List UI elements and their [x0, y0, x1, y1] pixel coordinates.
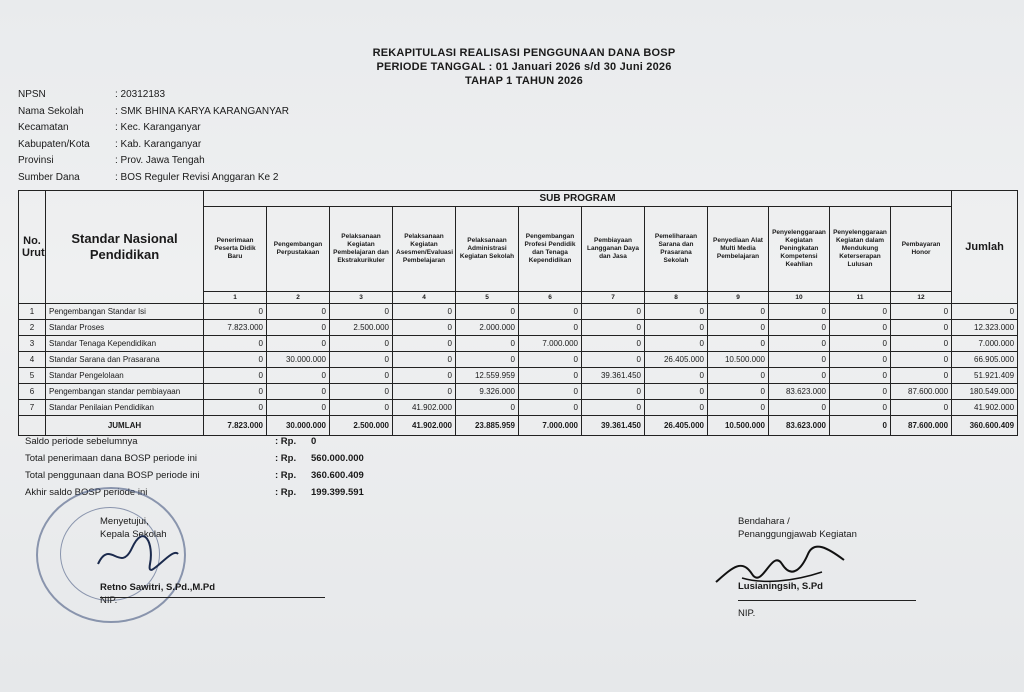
cell-value: 0 — [393, 352, 456, 368]
sub-program-column-header: Pelaksanaan Administrasi Kegiatan Sekolah — [456, 207, 519, 292]
cell-value: 0 — [582, 352, 645, 368]
cell-value: 0 — [330, 304, 393, 320]
total-value: 83.623.000 — [769, 416, 830, 436]
cell-value: 0 — [330, 384, 393, 400]
table-row — [19, 336, 1018, 352]
cell-value: 0 — [645, 304, 708, 320]
sub-program-column-header: Pelaksanaan Kegiatan Pembelajaran dan Ekstrakurikuler — [330, 207, 393, 292]
document-title: REKAPITULASI REALISASI PENGGUNAAN DANA BOSP — [372, 47, 676, 59]
total-value: 41.902.000 — [393, 416, 456, 436]
cell-value: 0 — [769, 304, 830, 320]
recap-table — [18, 190, 1018, 436]
cell-value: 0 — [891, 336, 952, 352]
info-value: : SMK BHINA KARYA KARANGANYAR — [115, 105, 289, 117]
cell-value: 39.361.450 — [582, 368, 645, 384]
cell-value: 0 — [393, 336, 456, 352]
principal-signature-line — [100, 597, 325, 598]
summary-value: 0 — [311, 436, 317, 447]
document-stage: TAHAP 1 TAHUN 2026 — [465, 75, 583, 87]
principal-title: Kepala Sekolah — [100, 529, 167, 540]
cell-value: 0 — [393, 304, 456, 320]
info-row — [18, 89, 289, 106]
cell-value: 0 — [769, 368, 830, 384]
cell-value: 0 — [708, 336, 769, 352]
info-label: Provinsi — [18, 155, 54, 166]
summary-currency: : Rp. — [275, 487, 297, 498]
total-value: 10.500.000 — [708, 416, 769, 436]
row-number: 5 — [19, 368, 46, 384]
sub-program-column-header: Pengembangan Profesi Pendidik dan Tenaga Kependidikan — [519, 207, 582, 292]
sub-program-column-header: Pengembangan Perpustakaan — [267, 207, 330, 292]
row-total: 7.000.000 — [952, 336, 1018, 352]
row-standard-name: Pengembangan Standar Isi — [46, 304, 204, 320]
column-number: 2 — [267, 292, 330, 304]
cell-value: 0 — [204, 304, 267, 320]
info-label: Kecamatan — [18, 122, 69, 133]
cell-value: 0 — [330, 400, 393, 416]
row-standard-name: Standar Tenaga Kependidikan — [46, 336, 204, 352]
cell-value: 0 — [267, 384, 330, 400]
cell-value: 0 — [267, 304, 330, 320]
cell-value: 0 — [582, 304, 645, 320]
table-row — [19, 320, 1018, 336]
sub-program-column-header: Pembiayaan Langganan Daya dan Jasa — [582, 207, 645, 292]
cell-value: 0 — [519, 320, 582, 336]
summary-label: Total penggunaan dana BOSP periode ini — [25, 470, 200, 481]
info-row — [18, 155, 289, 172]
summary-label: Total penerimaan dana BOSP periode ini — [25, 453, 197, 464]
total-value: 2.500.000 — [330, 416, 393, 436]
cell-value: 0 — [769, 352, 830, 368]
cell-value: 0 — [830, 304, 891, 320]
cell-value: 0 — [891, 400, 952, 416]
cell-value: 0 — [204, 336, 267, 352]
table-row — [19, 304, 1018, 320]
row-total: 12.323.000 — [952, 320, 1018, 336]
row-number: 2 — [19, 320, 46, 336]
cell-value: 0 — [330, 336, 393, 352]
cell-value: 0 — [582, 336, 645, 352]
total-value: 7.000.000 — [519, 416, 582, 436]
row-standard-name: Standar Proses — [46, 320, 204, 336]
cell-value: 87.600.000 — [891, 384, 952, 400]
sub-program-column-header: Penyelenggaraan Kegiatan dalam Mendukung Keterserapan Lulusan — [830, 207, 891, 292]
info-value: : BOS Reguler Revisi Anggaran Ke 2 — [115, 171, 279, 183]
column-number: 5 — [456, 292, 519, 304]
info-label: Nama Sekolah — [18, 105, 84, 117]
summary-row — [25, 436, 364, 453]
info-row — [18, 172, 289, 189]
info-value: : Prov. Jawa Tengah — [115, 155, 205, 166]
row-total: 0 — [952, 304, 1018, 320]
row-standard-name: Pengembangan standar pembiayaan — [46, 384, 204, 400]
no-urut-header: No. Urut — [19, 191, 46, 304]
cell-value: 0 — [204, 400, 267, 416]
cell-value: 0 — [519, 368, 582, 384]
approval-label: Menyetujui, — [100, 516, 149, 527]
table-row — [19, 384, 1018, 400]
cell-value: 0 — [267, 336, 330, 352]
column-number: 11 — [830, 292, 891, 304]
cell-value: 0 — [830, 384, 891, 400]
row-standard-name: Standar Pengelolaan — [46, 368, 204, 384]
cell-value: 26.405.000 — [645, 352, 708, 368]
column-number: 1 — [204, 292, 267, 304]
total-value: 30.000.000 — [267, 416, 330, 436]
row-total: 180.549.000 — [952, 384, 1018, 400]
row-standard-name: Standar Penilaian Pendidikan — [46, 400, 204, 416]
table-row — [19, 368, 1018, 384]
principal-signature-icon — [92, 534, 182, 576]
row-number: 3 — [19, 336, 46, 352]
column-number: 7 — [582, 292, 645, 304]
cell-value: 30.000.000 — [267, 352, 330, 368]
column-number: 6 — [519, 292, 582, 304]
cell-value: 0 — [456, 352, 519, 368]
treasurer-role: Penanggungjawab Kegiatan — [738, 529, 857, 540]
cell-value: 0 — [830, 352, 891, 368]
table-row — [19, 400, 1018, 416]
total-row-spacer — [19, 416, 46, 436]
summary-value: 360.600.409 — [311, 470, 364, 481]
row-standard-name: Standar Sarana dan Prasarana — [46, 352, 204, 368]
cell-value: 2.000.000 — [456, 320, 519, 336]
treasurer-signature-block — [738, 516, 857, 594]
row-number: 6 — [19, 384, 46, 400]
cell-value: 10.500.000 — [708, 352, 769, 368]
summary-label: Akhir saldo BOSP periode ini — [25, 487, 148, 498]
cell-value: 2.500.000 — [330, 320, 393, 336]
treasurer-name: Lusianingsih, S.Pd — [738, 581, 823, 592]
cell-value: 0 — [708, 304, 769, 320]
cell-value: 0 — [891, 320, 952, 336]
summary-row — [25, 470, 364, 487]
cell-value: 0 — [769, 400, 830, 416]
document-period: PERIODE TANGGAL : 01 Januari 2026 s/d 30 Juni 2026 — [376, 61, 672, 73]
column-number: 10 — [769, 292, 830, 304]
total-value: 7.823.000 — [204, 416, 267, 436]
treasurer-signature-line — [738, 600, 916, 601]
cell-value: 0 — [582, 320, 645, 336]
cell-value: 0 — [519, 400, 582, 416]
sub-program-column-header: Penyediaan Alat Multi Media Pembelajaran — [708, 207, 769, 292]
cell-value: 7.823.000 — [204, 320, 267, 336]
cell-value: 0 — [204, 352, 267, 368]
cell-value: 0 — [519, 304, 582, 320]
cell-value: 0 — [708, 384, 769, 400]
row-number: 1 — [19, 304, 46, 320]
cell-value: 0 — [645, 400, 708, 416]
column-number: 8 — [645, 292, 708, 304]
info-row — [18, 106, 289, 123]
row-total: 66.905.000 — [952, 352, 1018, 368]
cell-value: 0 — [204, 368, 267, 384]
summary-value: 199.399.591 — [311, 487, 364, 498]
total-value: 0 — [830, 416, 891, 436]
info-value: : 20312183 — [115, 89, 166, 100]
cell-value: 0 — [519, 384, 582, 400]
total-value: 39.361.450 — [582, 416, 645, 436]
principal-name: Retno Sawitri, S.Pd.,M.Pd — [100, 582, 216, 593]
info-row — [18, 122, 289, 139]
standar-header: Standar Nasional Pendidikan — [46, 191, 204, 304]
treasurer-title: Bendahara / — [738, 516, 790, 527]
cell-value: 12.559.959 — [456, 368, 519, 384]
cell-value: 0 — [582, 384, 645, 400]
jumlah-header: Jumlah — [952, 191, 1018, 304]
sub-program-column-header: Pembayaran Honor — [891, 207, 952, 292]
cell-value: 0 — [769, 320, 830, 336]
info-value: : Kab. Karanganyar — [115, 138, 202, 150]
cell-value: 0 — [708, 400, 769, 416]
cell-value: 0 — [456, 336, 519, 352]
cell-value: 0 — [267, 400, 330, 416]
cell-value: 0 — [393, 384, 456, 400]
summary-label: Saldo periode sebelumnya — [25, 436, 138, 447]
cell-value: 83.623.000 — [769, 384, 830, 400]
column-number: 9 — [708, 292, 769, 304]
cell-value: 0 — [519, 352, 582, 368]
info-value: : Kec. Karanganyar — [115, 122, 201, 133]
row-number: 4 — [19, 352, 46, 368]
total-label: JUMLAH — [46, 416, 204, 436]
cell-value: 0 — [267, 320, 330, 336]
cell-value: 0 — [204, 384, 267, 400]
cell-value: 0 — [830, 400, 891, 416]
cell-value: 0 — [645, 320, 708, 336]
cell-value: 0 — [456, 304, 519, 320]
total-value: 87.600.000 — [891, 416, 952, 436]
principal-nip: NIP. — [100, 595, 118, 606]
summary-value: 560.000.000 — [311, 453, 364, 464]
summary-currency: : Rp. — [275, 453, 297, 464]
cell-value: 0 — [891, 368, 952, 384]
column-number: 3 — [330, 292, 393, 304]
cell-value: 0 — [267, 368, 330, 384]
column-number: 4 — [393, 292, 456, 304]
total-value: 26.405.000 — [645, 416, 708, 436]
row-total: 41.902.000 — [952, 400, 1018, 416]
cell-value: 0 — [830, 320, 891, 336]
principal-signature-block — [100, 516, 215, 608]
cell-value: 0 — [830, 336, 891, 352]
summary-currency: : Rp. — [275, 470, 297, 481]
cell-value: 0 — [330, 352, 393, 368]
cell-value: 7.000.000 — [519, 336, 582, 352]
table-row — [19, 352, 1018, 368]
cell-value: 0 — [393, 320, 456, 336]
row-number: 7 — [19, 400, 46, 416]
cell-value: 9.326.000 — [456, 384, 519, 400]
cell-value: 0 — [830, 368, 891, 384]
total-row — [19, 416, 1018, 436]
sub-program-column-header: Pelaksanaan Kegiatan Asesmen/Evaluasi Pembelajaran — [393, 207, 456, 292]
info-label: Sumber Dana — [18, 171, 80, 183]
info-label: Kabupaten/Kota — [18, 138, 90, 150]
info-row — [18, 139, 289, 156]
summary-currency: : Rp. — [275, 436, 297, 447]
grand-total: 360.600.409 — [952, 416, 1018, 436]
cell-value: 0 — [708, 320, 769, 336]
column-number: 12 — [891, 292, 952, 304]
cell-value: 0 — [456, 400, 519, 416]
cell-value: 0 — [582, 400, 645, 416]
sub-program-column-header: Penyelenggaraan Kegiatan Peningkatan Kompetensi Keahlian — [769, 207, 830, 292]
sub-program-column-header: Pemeliharaan Sarana dan Prasarana Sekolah — [645, 207, 708, 292]
treasurer-nip: NIP. — [738, 608, 756, 619]
row-total: 51.921.409 — [952, 368, 1018, 384]
cell-value: 0 — [645, 368, 708, 384]
total-value: 23.885.959 — [456, 416, 519, 436]
cell-value: 0 — [330, 368, 393, 384]
school-info — [18, 89, 289, 188]
info-label: NPSN — [18, 89, 46, 100]
sub-program-header: SUB PROGRAM — [204, 191, 952, 207]
cell-value: 0 — [645, 384, 708, 400]
summary-row — [25, 453, 364, 470]
treasurer-signature-icon — [712, 538, 852, 588]
cell-value: 0 — [645, 336, 708, 352]
cell-value: 0 — [708, 368, 769, 384]
cell-value: 0 — [393, 368, 456, 384]
cell-value: 0 — [891, 304, 952, 320]
cell-value: 41.902.000 — [393, 400, 456, 416]
sub-program-column-header: Penerimaan Peserta Didik Baru — [204, 207, 267, 292]
cell-value: 0 — [769, 336, 830, 352]
cell-value: 0 — [891, 352, 952, 368]
